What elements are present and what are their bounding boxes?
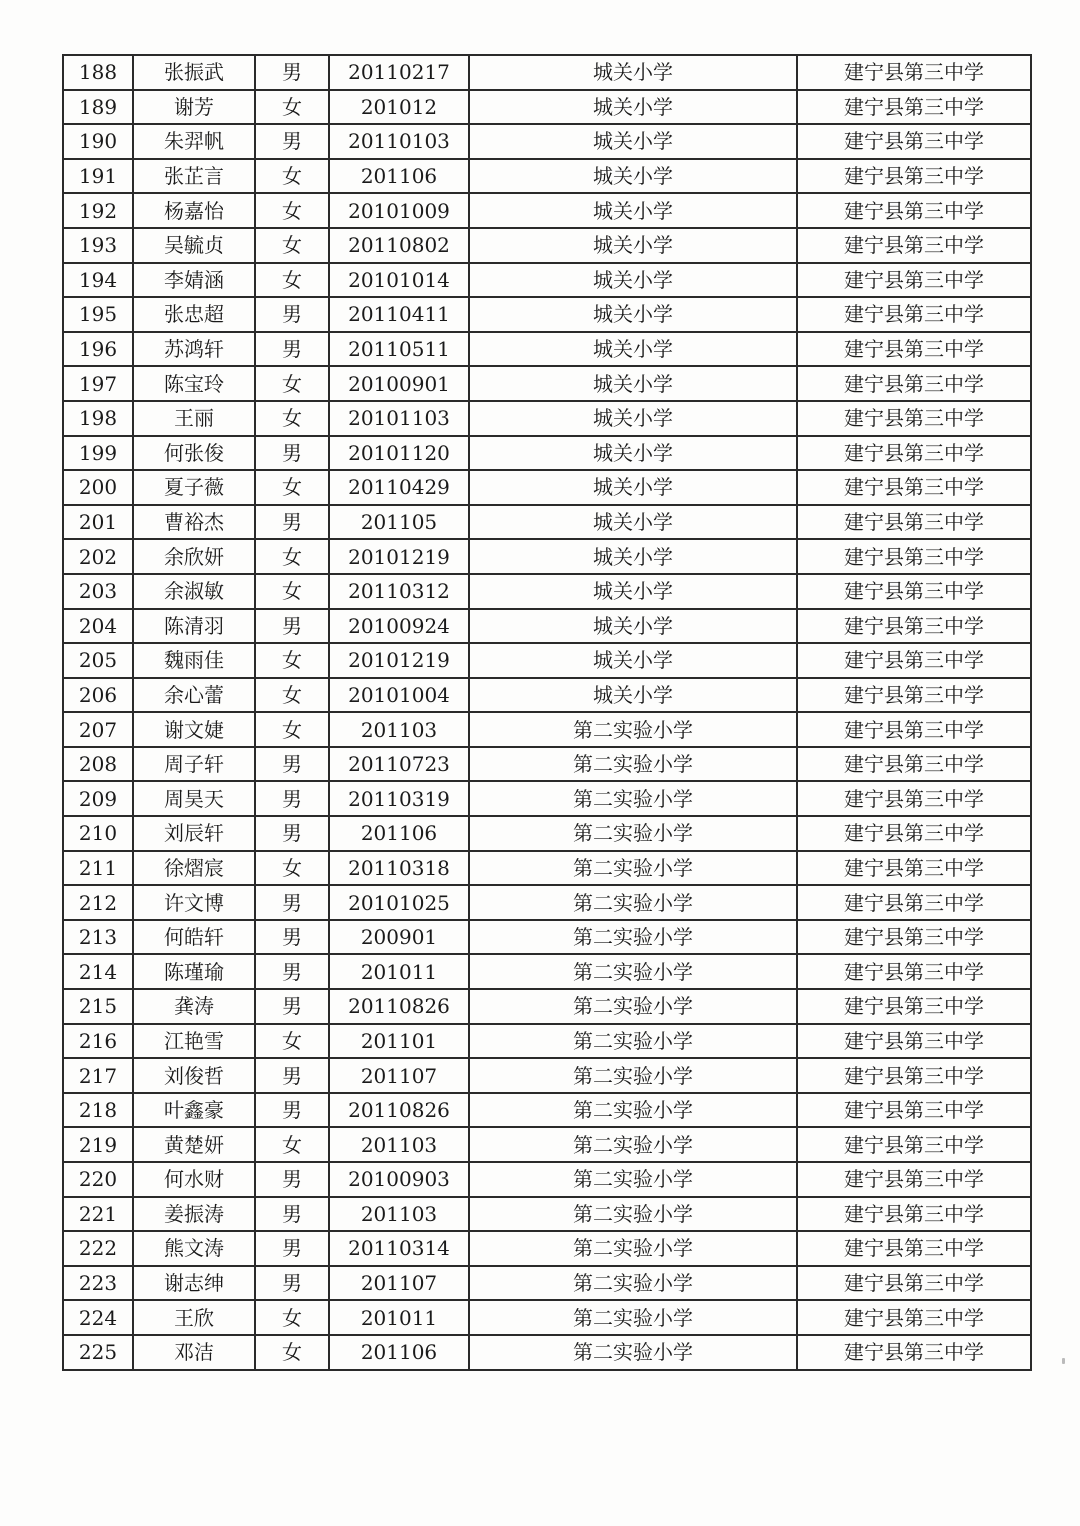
- table-row: [63, 1197, 1031, 1232]
- birth-date: 20110319: [329, 781, 469, 816]
- table-row: [63, 954, 1031, 989]
- student-name: 王丽: [133, 401, 255, 436]
- assigned-middle-school: 建宁县第三中学: [797, 1058, 1031, 1093]
- table-row: [63, 989, 1031, 1024]
- table-row: [63, 1024, 1031, 1059]
- birth-date: 20100903: [329, 1162, 469, 1197]
- assigned-middle-school: 建宁县第三中学: [797, 574, 1031, 609]
- birth-date: 201106: [329, 159, 469, 194]
- row-number: 203: [63, 574, 133, 609]
- birth-date: 20110826: [329, 989, 469, 1024]
- assigned-middle-school: 建宁县第三中学: [797, 781, 1031, 816]
- row-number: 191: [63, 159, 133, 194]
- table-row: [63, 1266, 1031, 1301]
- assigned-middle-school: 建宁县第三中学: [797, 470, 1031, 505]
- row-number: 196: [63, 332, 133, 367]
- assigned-middle-school: 建宁县第三中学: [797, 885, 1031, 920]
- table-row: [63, 1300, 1031, 1335]
- birth-date: 201011: [329, 954, 469, 989]
- assigned-middle-school: 建宁县第三中学: [797, 90, 1031, 125]
- row-number: 190: [63, 124, 133, 159]
- primary-school: 城关小学: [469, 263, 797, 298]
- student-gender: 男: [255, 781, 329, 816]
- table-row: [63, 124, 1031, 159]
- assigned-middle-school: 建宁县第三中学: [797, 1231, 1031, 1266]
- table-row: [63, 574, 1031, 609]
- student-gender: 女: [255, 539, 329, 574]
- row-number: 197: [63, 366, 133, 401]
- birth-date: 20100924: [329, 609, 469, 644]
- primary-school: 第二实验小学: [469, 1266, 797, 1301]
- assigned-middle-school: 建宁县第三中学: [797, 609, 1031, 644]
- primary-school: 城关小学: [469, 505, 797, 540]
- student-gender: 男: [255, 885, 329, 920]
- row-number: 218: [63, 1093, 133, 1128]
- table-row: [63, 436, 1031, 471]
- student-name: 龚涛: [133, 989, 255, 1024]
- student-name: 朱羿帆: [133, 124, 255, 159]
- assigned-middle-school: 建宁县第三中学: [797, 401, 1031, 436]
- student-gender: 男: [255, 609, 329, 644]
- student-name: 叶鑫豪: [133, 1093, 255, 1128]
- assigned-middle-school: 建宁县第三中学: [797, 124, 1031, 159]
- student-gender: 男: [255, 124, 329, 159]
- student-name: 谢志绅: [133, 1266, 255, 1301]
- row-number: 209: [63, 781, 133, 816]
- table-row: [63, 90, 1031, 125]
- student-name: 王欣: [133, 1300, 255, 1335]
- birth-date: 20110802: [329, 228, 469, 263]
- table-row: [63, 228, 1031, 263]
- row-number: 194: [63, 263, 133, 298]
- row-number: 221: [63, 1197, 133, 1232]
- assigned-middle-school: 建宁县第三中学: [797, 1335, 1031, 1370]
- student-name: 熊文涛: [133, 1231, 255, 1266]
- birth-date: 200901: [329, 920, 469, 955]
- row-number: 188: [63, 55, 133, 90]
- table-row: [63, 1231, 1031, 1266]
- student-gender: 女: [255, 263, 329, 298]
- student-name: 江艳雪: [133, 1024, 255, 1059]
- row-number: 214: [63, 954, 133, 989]
- primary-school: 城关小学: [469, 401, 797, 436]
- student-roster-table: [62, 54, 1032, 1371]
- primary-school: 第二实验小学: [469, 954, 797, 989]
- student-gender: 女: [255, 643, 329, 678]
- row-number: 215: [63, 989, 133, 1024]
- assigned-middle-school: 建宁县第三中学: [797, 159, 1031, 194]
- birth-date: 20101103: [329, 401, 469, 436]
- student-gender: 女: [255, 712, 329, 747]
- assigned-middle-school: 建宁县第三中学: [797, 1197, 1031, 1232]
- student-name: 张芷言: [133, 159, 255, 194]
- primary-school: 第二实验小学: [469, 1231, 797, 1266]
- table-row: [63, 1162, 1031, 1197]
- birth-date: 20101025: [329, 885, 469, 920]
- assigned-middle-school: 建宁县第三中学: [797, 1127, 1031, 1162]
- table-row: [63, 263, 1031, 298]
- row-number: 195: [63, 297, 133, 332]
- table-row: [63, 539, 1031, 574]
- table-row: [63, 401, 1031, 436]
- student-gender: 女: [255, 1127, 329, 1162]
- row-number: 220: [63, 1162, 133, 1197]
- primary-school: 第二实验小学: [469, 1197, 797, 1232]
- assigned-middle-school: 建宁县第三中学: [797, 643, 1031, 678]
- student-name: 张忠超: [133, 297, 255, 332]
- student-gender: 女: [255, 366, 329, 401]
- student-name: 夏子薇: [133, 470, 255, 505]
- assigned-middle-school: 建宁县第三中学: [797, 1266, 1031, 1301]
- primary-school: 城关小学: [469, 539, 797, 574]
- assigned-middle-school: 建宁县第三中学: [797, 1093, 1031, 1128]
- row-number: 223: [63, 1266, 133, 1301]
- birth-date: 201012: [329, 90, 469, 125]
- row-number: 206: [63, 678, 133, 713]
- table-row: [63, 193, 1031, 228]
- assigned-middle-school: 建宁县第三中学: [797, 989, 1031, 1024]
- row-number: 192: [63, 193, 133, 228]
- student-gender: 女: [255, 193, 329, 228]
- primary-school: 城关小学: [469, 609, 797, 644]
- birth-date: 201107: [329, 1266, 469, 1301]
- student-gender: 男: [255, 297, 329, 332]
- assigned-middle-school: 建宁县第三中学: [797, 851, 1031, 886]
- assigned-middle-school: 建宁县第三中学: [797, 920, 1031, 955]
- birth-date: 201105: [329, 505, 469, 540]
- row-number: 224: [63, 1300, 133, 1335]
- table-row: [63, 747, 1031, 782]
- student-gender: 男: [255, 505, 329, 540]
- student-name: 姜振涛: [133, 1197, 255, 1232]
- assigned-middle-school: 建宁县第三中学: [797, 263, 1031, 298]
- assigned-middle-school: 建宁县第三中学: [797, 1162, 1031, 1197]
- birth-date: 20100901: [329, 366, 469, 401]
- primary-school: 城关小学: [469, 678, 797, 713]
- row-number: 207: [63, 712, 133, 747]
- student-name: 何皓轩: [133, 920, 255, 955]
- birth-date: 20110826: [329, 1093, 469, 1128]
- primary-school: 第二实验小学: [469, 1300, 797, 1335]
- student-gender: 男: [255, 55, 329, 90]
- primary-school: 第二实验小学: [469, 1162, 797, 1197]
- assigned-middle-school: 建宁县第三中学: [797, 816, 1031, 851]
- assigned-middle-school: 建宁县第三中学: [797, 712, 1031, 747]
- student-gender: 男: [255, 816, 329, 851]
- primary-school: 城关小学: [469, 366, 797, 401]
- student-name: 张振武: [133, 55, 255, 90]
- assigned-middle-school: 建宁县第三中学: [797, 193, 1031, 228]
- student-name: 李婧涵: [133, 263, 255, 298]
- birth-date: 20110723: [329, 747, 469, 782]
- student-name: 余心蕾: [133, 678, 255, 713]
- birth-date: 201103: [329, 712, 469, 747]
- table-row: [63, 920, 1031, 955]
- primary-school: 城关小学: [469, 643, 797, 678]
- birth-date: 201106: [329, 816, 469, 851]
- student-gender: 男: [255, 1162, 329, 1197]
- birth-date: 20110217: [329, 55, 469, 90]
- student-gender: 女: [255, 90, 329, 125]
- student-name: 邓洁: [133, 1335, 255, 1370]
- student-name: 周子轩: [133, 747, 255, 782]
- row-number: 208: [63, 747, 133, 782]
- assigned-middle-school: 建宁县第三中学: [797, 747, 1031, 782]
- student-name: 何张俊: [133, 436, 255, 471]
- row-number: 225: [63, 1335, 133, 1370]
- primary-school: 第二实验小学: [469, 851, 797, 886]
- row-number: 217: [63, 1058, 133, 1093]
- birth-date: 20101004: [329, 678, 469, 713]
- table-row: [63, 816, 1031, 851]
- student-gender: 男: [255, 920, 329, 955]
- primary-school: 第二实验小学: [469, 781, 797, 816]
- table-row: [63, 1093, 1031, 1128]
- birth-date: 20101014: [329, 263, 469, 298]
- student-gender: 女: [255, 574, 329, 609]
- student-name: 陈清羽: [133, 609, 255, 644]
- table-row: [63, 609, 1031, 644]
- assigned-middle-school: 建宁县第三中学: [797, 436, 1031, 471]
- student-name: 陈瑾瑜: [133, 954, 255, 989]
- primary-school: 第二实验小学: [469, 1058, 797, 1093]
- student-gender: 男: [255, 332, 329, 367]
- table-row: [63, 712, 1031, 747]
- row-number: 201: [63, 505, 133, 540]
- assigned-middle-school: 建宁县第三中学: [797, 505, 1031, 540]
- birth-date: 201101: [329, 1024, 469, 1059]
- primary-school: 第二实验小学: [469, 747, 797, 782]
- student-name: 刘俊哲: [133, 1058, 255, 1093]
- primary-school: 城关小学: [469, 90, 797, 125]
- student-gender: 男: [255, 1231, 329, 1266]
- student-name: 陈宝玲: [133, 366, 255, 401]
- table-row: [63, 885, 1031, 920]
- student-gender: 男: [255, 954, 329, 989]
- birth-date: 20110411: [329, 297, 469, 332]
- student-gender: 男: [255, 989, 329, 1024]
- primary-school: 第二实验小学: [469, 1335, 797, 1370]
- table-row: [63, 505, 1031, 540]
- assigned-middle-school: 建宁县第三中学: [797, 678, 1031, 713]
- birth-date: 20110318: [329, 851, 469, 886]
- assigned-middle-school: 建宁县第三中学: [797, 1024, 1031, 1059]
- birth-date: 201103: [329, 1197, 469, 1232]
- row-number: 204: [63, 609, 133, 644]
- primary-school: 第二实验小学: [469, 989, 797, 1024]
- row-number: 200: [63, 470, 133, 505]
- primary-school: 第二实验小学: [469, 1024, 797, 1059]
- student-gender: 女: [255, 1335, 329, 1370]
- primary-school: 第二实验小学: [469, 885, 797, 920]
- assigned-middle-school: 建宁县第三中学: [797, 297, 1031, 332]
- assigned-middle-school: 建宁县第三中学: [797, 332, 1031, 367]
- row-number: 222: [63, 1231, 133, 1266]
- student-name: 苏鸿轩: [133, 332, 255, 367]
- student-gender: 男: [255, 1093, 329, 1128]
- primary-school: 第二实验小学: [469, 712, 797, 747]
- primary-school: 城关小学: [469, 297, 797, 332]
- birth-date: 20110103: [329, 124, 469, 159]
- primary-school: 城关小学: [469, 436, 797, 471]
- student-name: 魏雨佳: [133, 643, 255, 678]
- student-name: 徐熠宸: [133, 851, 255, 886]
- birth-date: 201107: [329, 1058, 469, 1093]
- birth-date: 20110312: [329, 574, 469, 609]
- row-number: 219: [63, 1127, 133, 1162]
- row-number: 213: [63, 920, 133, 955]
- row-number: 189: [63, 90, 133, 125]
- student-gender: 男: [255, 436, 329, 471]
- student-name: 谢芳: [133, 90, 255, 125]
- student-gender: 女: [255, 401, 329, 436]
- primary-school: 城关小学: [469, 332, 797, 367]
- row-number: 210: [63, 816, 133, 851]
- birth-date: 201106: [329, 1335, 469, 1370]
- student-gender: 女: [255, 1300, 329, 1335]
- birth-date: 201103: [329, 1127, 469, 1162]
- birth-date: 20110429: [329, 470, 469, 505]
- row-number: 205: [63, 643, 133, 678]
- table-row: [63, 55, 1031, 90]
- table-row: [63, 1058, 1031, 1093]
- birth-date: 20110511: [329, 332, 469, 367]
- student-name: 余淑敏: [133, 574, 255, 609]
- birth-date: 201011: [329, 1300, 469, 1335]
- table-row: [63, 781, 1031, 816]
- table-row: [63, 1335, 1031, 1370]
- table-row: [63, 159, 1031, 194]
- birth-date: 20101219: [329, 643, 469, 678]
- row-number: 216: [63, 1024, 133, 1059]
- student-name: 曹裕杰: [133, 505, 255, 540]
- table-row: [63, 678, 1031, 713]
- student-name: 黄楚妍: [133, 1127, 255, 1162]
- student-gender: 女: [255, 851, 329, 886]
- student-name: 谢文婕: [133, 712, 255, 747]
- student-gender: 男: [255, 1266, 329, 1301]
- student-name: 吴毓贞: [133, 228, 255, 263]
- student-gender: 男: [255, 1058, 329, 1093]
- student-gender: 男: [255, 1197, 329, 1232]
- roster-body: [63, 55, 1031, 1370]
- primary-school: 城关小学: [469, 470, 797, 505]
- primary-school: 第二实验小学: [469, 1093, 797, 1128]
- row-number: 198: [63, 401, 133, 436]
- table-row: [63, 297, 1031, 332]
- student-gender: 男: [255, 747, 329, 782]
- primary-school: 第二实验小学: [469, 1127, 797, 1162]
- primary-school: 城关小学: [469, 193, 797, 228]
- row-number: 193: [63, 228, 133, 263]
- student-name: 周昊天: [133, 781, 255, 816]
- table-row: [63, 851, 1031, 886]
- student-gender: 女: [255, 1024, 329, 1059]
- table-row: [63, 643, 1031, 678]
- primary-school: 城关小学: [469, 124, 797, 159]
- assigned-middle-school: 建宁县第三中学: [797, 228, 1031, 263]
- student-gender: 女: [255, 678, 329, 713]
- assigned-middle-school: 建宁县第三中学: [797, 366, 1031, 401]
- student-name: 杨嘉怡: [133, 193, 255, 228]
- row-number: 211: [63, 851, 133, 886]
- assigned-middle-school: 建宁县第三中学: [797, 55, 1031, 90]
- row-number: 212: [63, 885, 133, 920]
- primary-school: 城关小学: [469, 159, 797, 194]
- student-name: 余欣妍: [133, 539, 255, 574]
- row-number: 202: [63, 539, 133, 574]
- primary-school: 第二实验小学: [469, 920, 797, 955]
- primary-school: 城关小学: [469, 228, 797, 263]
- primary-school: 城关小学: [469, 574, 797, 609]
- birth-date: 20110314: [329, 1231, 469, 1266]
- primary-school: 城关小学: [469, 55, 797, 90]
- table-row: [63, 332, 1031, 367]
- student-name: 许文博: [133, 885, 255, 920]
- student-gender: 女: [255, 159, 329, 194]
- student-gender: 女: [255, 228, 329, 263]
- scan-speck: [1062, 1358, 1065, 1364]
- row-number: 199: [63, 436, 133, 471]
- student-name: 刘辰轩: [133, 816, 255, 851]
- table-row: [63, 1127, 1031, 1162]
- table-row: [63, 366, 1031, 401]
- primary-school: 第二实验小学: [469, 816, 797, 851]
- birth-date: 20101120: [329, 436, 469, 471]
- student-gender: 女: [255, 470, 329, 505]
- assigned-middle-school: 建宁县第三中学: [797, 954, 1031, 989]
- assigned-middle-school: 建宁县第三中学: [797, 539, 1031, 574]
- table-row: [63, 470, 1031, 505]
- assigned-middle-school: 建宁县第三中学: [797, 1300, 1031, 1335]
- birth-date: 20101009: [329, 193, 469, 228]
- birth-date: 20101219: [329, 539, 469, 574]
- student-name: 何水财: [133, 1162, 255, 1197]
